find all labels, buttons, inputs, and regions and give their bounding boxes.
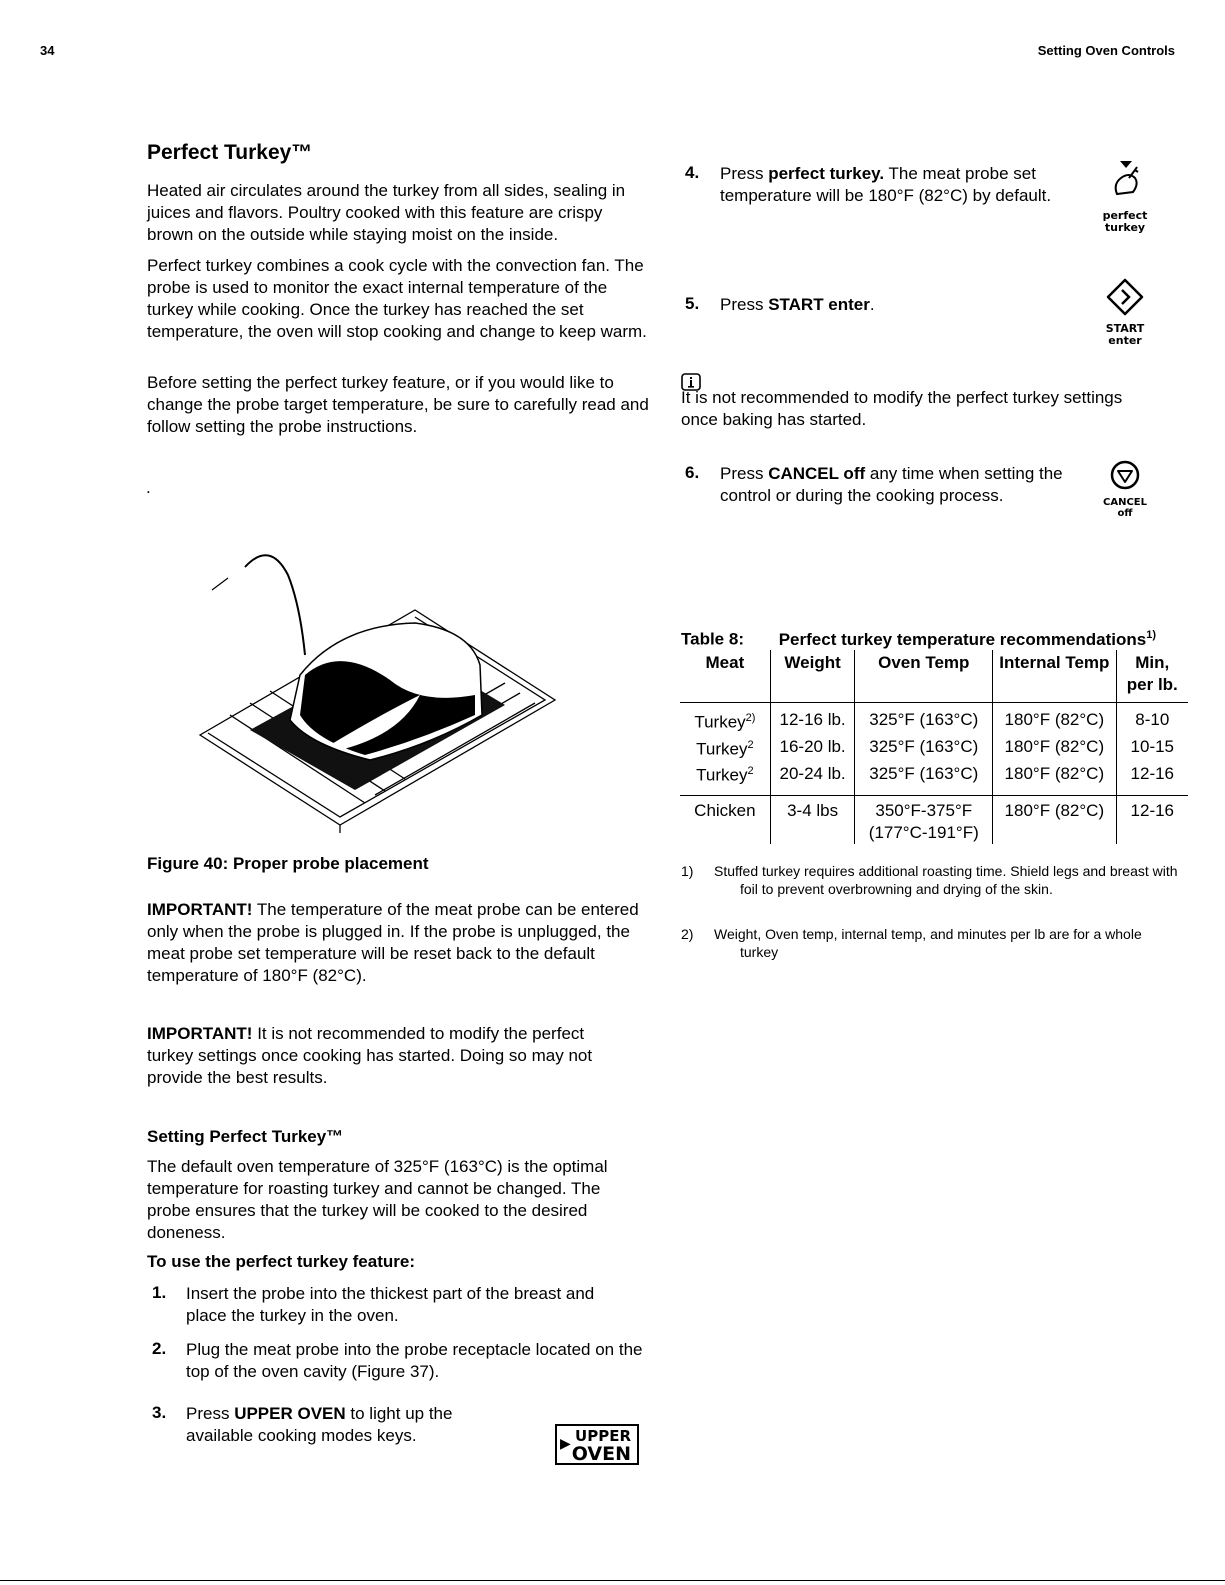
- step-text-post: to light up the available cooking modes keys.: [186, 1404, 453, 1445]
- play-arrow-icon: ▶: [560, 1436, 571, 1452]
- perfect-label-line1: perfect: [1102, 209, 1148, 222]
- meat-name: Turkey: [696, 739, 748, 759]
- intro-paragraph-3: Before setting the perfect turkey feature, or if you would like to change the probe target temperature, be sure to carefully read and follow setting the probe instructions.: [147, 373, 649, 436]
- column-header-meat: Meat: [705, 653, 745, 672]
- meat-name: Turkey: [696, 765, 748, 785]
- page-number: 34: [40, 43, 55, 58]
- cell-internal-temp: 180°F (82°C): [993, 795, 1116, 844]
- step-1-text: Insert the probe into the thickest part of the breast and place the turkey in the oven.: [186, 1284, 595, 1325]
- cancel-label-line1: CANCEL: [1103, 497, 1147, 508]
- figure-caption: Figure 40: Proper probe placement: [147, 854, 429, 873]
- probe-cable: [245, 555, 305, 655]
- column-header-minutes: Min, per lb.: [1116, 650, 1188, 703]
- footnote-1-text: Stuffed turkey requires additional roasting time. Shield legs and breast with foil to prevent overbrowning and drying of the skin.: [714, 863, 1178, 897]
- cell-meat: [680, 734, 770, 761]
- cell-oven-temp: [855, 795, 993, 844]
- column-header-weight: Weight: [770, 650, 855, 703]
- meat-name: Turkey: [694, 712, 746, 732]
- cell-oven-temp: 325°F (163°C): [855, 734, 993, 761]
- table-row: [680, 760, 1188, 795]
- step-2-number: 2.: [152, 1339, 167, 1358]
- cell-weight: 20-24 lb.: [770, 760, 855, 795]
- important-label: IMPORTANT!: [147, 900, 253, 919]
- upper-oven-button-line2: OVEN: [571, 1443, 631, 1465]
- step-text-post: any time when setting the control or during the cooking process.: [720, 464, 1063, 505]
- important-text: It is not recommended to modify the perfect turkey settings once cooking has started. Doing so may not provide the best results.: [147, 1024, 593, 1087]
- cell-minutes: 8-10: [1116, 703, 1188, 734]
- cell-oven-temp: 325°F (163°C): [855, 760, 993, 795]
- important-note-1: [147, 899, 652, 987]
- step-text-post: The meat probe set temperature will be 180°F (82°C) by default.: [720, 164, 1052, 205]
- start-key-name: START enter: [768, 295, 870, 314]
- info-note-text: It is not recommended to modify the perfect turkey settings once baking has started.: [681, 388, 1123, 429]
- intro-paragraph-2: Perfect turkey combines a cook cycle with the convection fan. The probe is used to monitor the exact internal temperature of the turkey while cooking. Once the turkey has reached the set temperature, the oven will stop cooking and change to keep warm.: [147, 256, 647, 341]
- probe-placement-figure: [190, 545, 570, 840]
- cancel-label: [1095, 497, 1155, 519]
- page-bottom-rule: [0, 1580, 1225, 1581]
- important-text: The temperature of the meat probe can be entered only when the probe is plugged in. If the probe is unplugged, the meat probe set temperature will be reset back to the default temperature of 180°F (82°C).: [147, 900, 639, 985]
- step-3-number: 3.: [152, 1403, 167, 1422]
- cancel-key-name: CANCEL off: [768, 464, 866, 483]
- step-text-pre: Press: [186, 1404, 235, 1423]
- running-header: Setting Oven Controls: [1037, 43, 1175, 58]
- table-row: [680, 703, 1188, 734]
- column-header-oven-temp: Oven Temp: [855, 650, 993, 703]
- step-text-post: .: [869, 295, 875, 314]
- cancel-label-line2: off: [1117, 508, 1133, 519]
- footnote-ref: 2: [747, 765, 754, 778]
- table-title: Perfect turkey temperature recommendations: [778, 629, 1147, 649]
- upper-oven-key-name: UPPER OVEN: [234, 1404, 346, 1423]
- step-4-text: [720, 163, 1065, 207]
- table-row: [680, 734, 1188, 761]
- cancel-stop-icon: [1110, 460, 1140, 490]
- turkey-icon: [1111, 158, 1141, 204]
- upper-oven-button-line1: UPPER: [575, 1427, 631, 1445]
- perfect-turkey-key-name: perfect turkey.: [768, 164, 885, 183]
- step-5-text: [720, 294, 1020, 316]
- perfect-label-line2: turkey: [1104, 221, 1146, 234]
- step-text-pre: Press: [720, 295, 769, 314]
- start-label-line2: enter: [1108, 334, 1142, 347]
- cell-internal-temp: 180°F (82°C): [993, 703, 1116, 734]
- cell-minutes: 12-16: [1116, 760, 1188, 795]
- probe-tip: [212, 578, 228, 590]
- oven-temp-line2: (177°C-191°F): [868, 822, 979, 842]
- footnote-2-number: 2): [681, 926, 694, 942]
- perfect-turkey-button[interactable]: [1095, 158, 1155, 240]
- step-text-pre: Press: [720, 464, 769, 483]
- section-title: Perfect Turkey™: [147, 141, 313, 164]
- step-5-number: 5.: [685, 294, 700, 313]
- cell-weight: 12-16 lb.: [770, 703, 855, 734]
- cancel-off-button[interactable]: [1095, 460, 1155, 522]
- start-label-line1: START: [1105, 322, 1145, 335]
- start-label: [1095, 323, 1155, 347]
- table-label: Table 8:: [681, 629, 744, 649]
- step-3-text: [186, 1403, 486, 1447]
- intro-paragraph-1: Heated air circulates around the turkey from all sides, sealing in juices and flavors. Poultry cooked with this feature are crispy brown on the outside while staying moist on the inside.: [147, 181, 626, 244]
- oven-temp-line1: 350°F-375°F: [875, 800, 973, 820]
- cell-meat: [680, 703, 770, 734]
- cell-weight: 16-20 lb.: [770, 734, 855, 761]
- step-text-pre: Press: [720, 164, 769, 183]
- table-row: [680, 795, 1188, 844]
- cell-internal-temp: 180°F (82°C): [993, 760, 1116, 795]
- cell-meat: [680, 760, 770, 795]
- cell-internal-temp: 180°F (82°C): [993, 734, 1116, 761]
- start-diamond-icon: [1106, 278, 1144, 316]
- setting-paragraph: The default oven temperature of 325°F (163°C) is the optimal temperature for roasting turkey and cannot be changed. The probe ensures that the turkey will be cooked to the desired doneness.: [147, 1157, 608, 1242]
- step-6-text: [720, 463, 1065, 507]
- table-header-row: [680, 650, 1188, 703]
- table-title-footnote: 1): [1146, 629, 1157, 641]
- important-label: IMPORTANT!: [147, 1024, 253, 1043]
- step-4-number: 4.: [685, 163, 700, 182]
- stray-dot: .: [146, 478, 151, 497]
- subsection-title: Setting Perfect Turkey™: [147, 1127, 344, 1146]
- footnote-ref: 2: [747, 738, 754, 751]
- important-note-2: [147, 1023, 627, 1089]
- upper-oven-button[interactable]: [555, 1424, 639, 1465]
- cell-oven-temp: 325°F (163°C): [855, 703, 993, 734]
- step-1-number: 1.: [152, 1283, 167, 1302]
- start-enter-button[interactable]: [1095, 278, 1155, 350]
- step-6-number: 6.: [685, 463, 700, 482]
- use-heading: To use the perfect turkey feature:: [147, 1252, 415, 1271]
- perfect-turkey-label: [1095, 210, 1155, 234]
- cell-minutes: 10-15: [1116, 734, 1188, 761]
- cell-minutes: 12-16: [1116, 795, 1188, 844]
- step-2-text: Plug the meat probe into the probe receptacle located on the top of the oven cavity (Figure 37).: [186, 1340, 643, 1381]
- cell-meat: Chicken: [680, 795, 770, 844]
- footnote-2-text: Weight, Oven temp, internal temp, and minutes per lb are for a whole turkey: [714, 926, 1142, 960]
- column-header-internal-temp: Internal Temp: [993, 650, 1116, 703]
- footnote-ref: 2): [745, 712, 756, 724]
- cell-weight: 3-4 lbs: [770, 795, 855, 844]
- temperature-table: [680, 650, 1188, 844]
- footnote-1-number: 1): [681, 863, 694, 879]
- table-caption: [681, 629, 1156, 650]
